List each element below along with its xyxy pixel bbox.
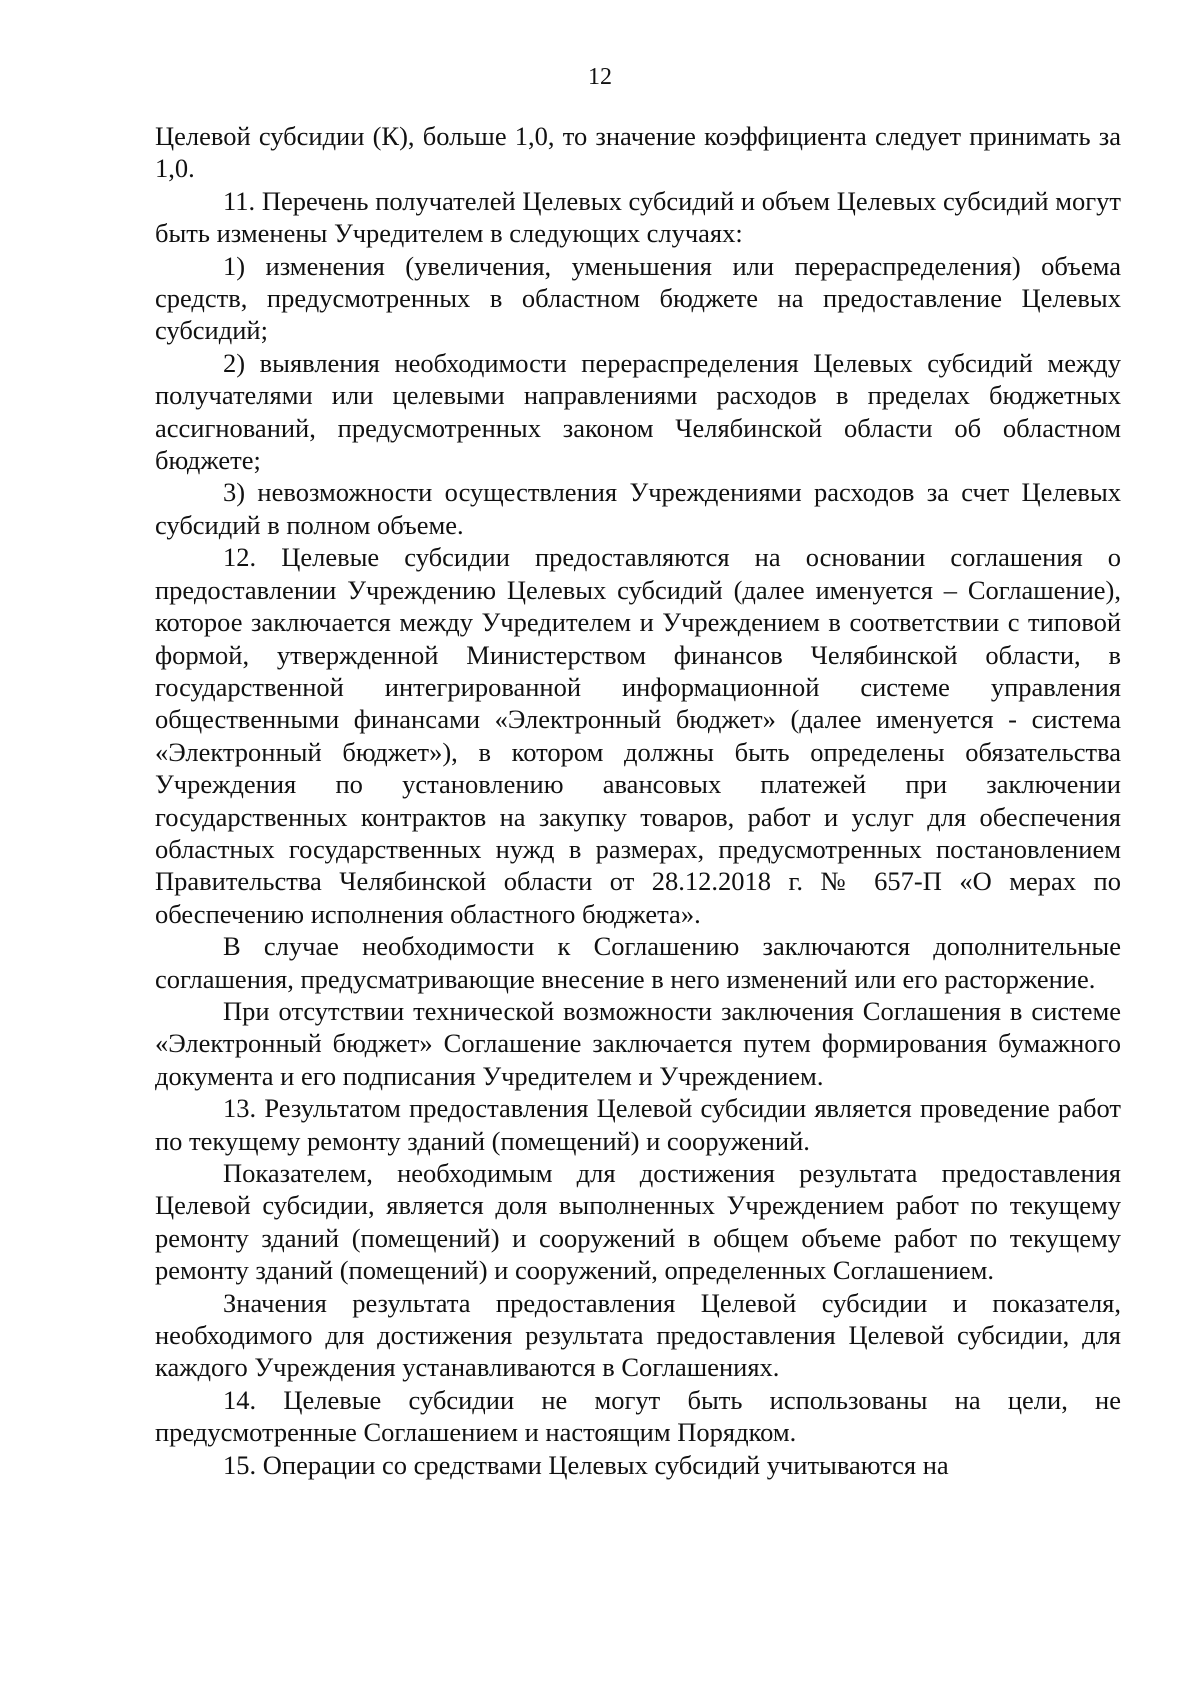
paragraph-subitem-1: 1) изменения (увеличения, уменьшения или перераспределения) объема средств, предусмотренных в областном бюджете на предоставление Целевых субсидий; [155, 250, 1121, 346]
paragraph-item-12-paper-document: При отсутствии технической возможности заключения Соглашения в системе «Электронный бюджет» Соглашение заключается путем формирования бумажного документа и его подписания Учредителем и Учреждением. [155, 995, 1121, 1091]
paragraph-item-12: 12. Целевые субсидии предоставляются на основании соглашения о предоставлении Учреждению Целевых субсидий (далее именуется – Соглашение), которое заключается между Учредителем и Учреждением в соответствии с типовой формой, утвержденной Министерством финансов Челябинской области, в государственной интегрированной информационной системе управления общественными финансами «Электронный бюджет» (далее именуется - система «Электронный бюджет»), в котором должны быть определены обязательства Учреждения по установлению авансовых платежей при заключении государственных контрактов на закупку товаров, работ и услуг для обеспечения областных государственных нужд в размерах, предусмотренных постановлением Правительства Челябинской области от 28.12.2018 г. № 657-П «О мерах по обеспечению исполнения областного бюджета». [155, 542, 1121, 929]
paragraph-item-13-indicator: Показателем, необходимым для достижения результата предоставления Целевой субсидии, является доля выполненных Учреждением работ по текущему ремонту зданий (помещений) и сооружений в общем объеме работ по текущему ремонту зданий (помещений) и сооружений, определенных Соглашением. [155, 1158, 1121, 1286]
paragraph-item-13: 13. Результатом предоставления Целевой субсидии является проведение работ по текущему ремонту зданий (помещений) и сооружений. [155, 1093, 1121, 1156]
page-number: 12 [588, 64, 612, 90]
paragraph-item-13-values: Значения результата предоставления Целевой субсидии и показателя, необходимого для достижения результата предоставления Целевой субсидии, для каждого Учреждения устанавливаются в Соглашениях. [155, 1287, 1121, 1383]
paragraph-subitem-2: 2) выявления необходимости перераспределения Целевых субсидий между получателями или целевыми направлениями расходов в пределах бюджетных ассигнований, предусмотренных законом Челябинской области об областном бюджете; [155, 347, 1121, 476]
paragraph-item-12-additional-agreements: В случае необходимости к Соглашению заключаются дополнительные соглашения, предусматривающие внесение в него изменений или его расторжение. [155, 931, 1121, 994]
paragraph-subitem-3: 3) невозможности осуществления Учреждениями расходов за счет Целевых субсидий в полном объеме. [155, 477, 1121, 540]
document-body [155, 120, 1121, 1481]
paragraph-item-15: 15. Операции со средствами Целевых субсидий учитываются на [223, 1449, 949, 1480]
paragraph-item-11: 11. Перечень получателей Целевых субсидий и объем Целевых субсидий могут быть изменены Учредителем в следующих случаях: [155, 185, 1121, 249]
paragraph-continuation: Целевой субсидии (К), больше 1,0, то значение коэффициента следует принимать за 1,0. [155, 121, 1121, 184]
paragraph-item-14: 14. Целевые субсидии не могут быть использованы на цели, не предусмотренные Соглашением и настоящим Порядком. [155, 1384, 1121, 1448]
